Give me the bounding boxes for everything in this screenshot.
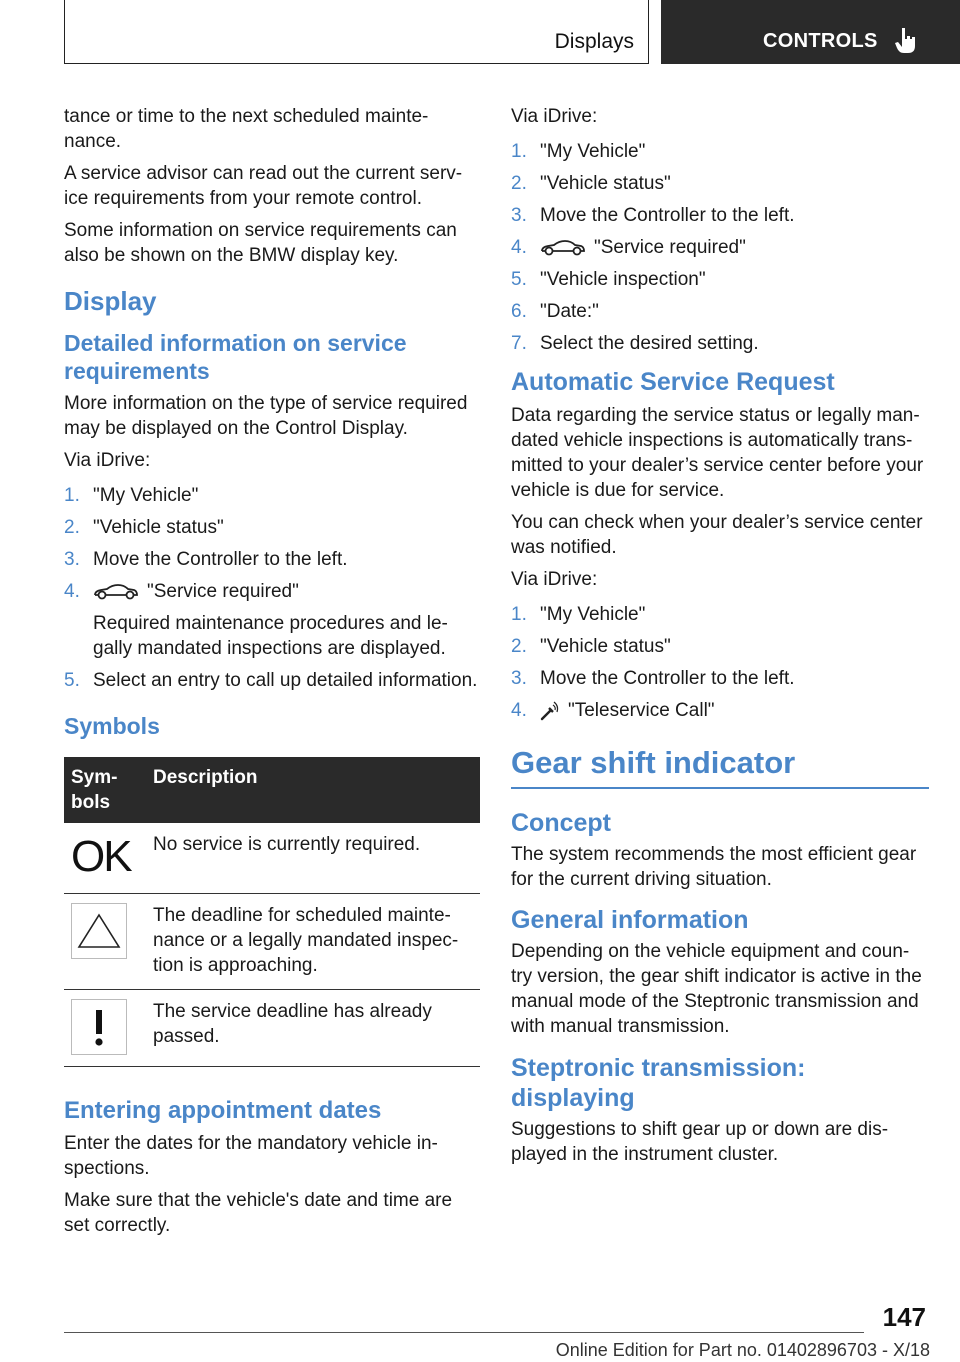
step-text: Move the Controller to the left. (540, 205, 795, 226)
header-section-tab (64, 0, 649, 64)
list-item (64, 579, 482, 661)
steptronic-text: Suggestions to shift gear up or down are dis-played in the instrument cluster. (511, 1119, 889, 1165)
header-section-title: Displays (554, 30, 634, 53)
list-item (511, 139, 929, 164)
general-information-heading: General information (511, 906, 749, 934)
header-chapter-title: CONTROLS (763, 30, 878, 52)
step-number: 1. (511, 141, 527, 162)
car-icon (93, 583, 139, 601)
right-steps-list-1 (511, 139, 929, 356)
list-item (511, 331, 929, 356)
table-row (64, 894, 480, 990)
step-number: 7. (511, 333, 527, 354)
right-steps-list-2 (511, 602, 929, 723)
step-number: 3. (64, 549, 80, 570)
list-item (511, 299, 929, 324)
step-text: "Service required" (147, 581, 299, 602)
list-item (511, 171, 929, 196)
step-text: "My Vehicle" (540, 141, 646, 162)
step-text: "Vehicle inspection" (540, 269, 706, 290)
steptronic-heading: Steptronic transmission: displaying (511, 1054, 806, 1112)
auto-text-2: You can check when your dealer’s service center was notified. (511, 512, 923, 558)
list-item (511, 634, 929, 659)
step-number: 1. (64, 485, 80, 506)
table-header-description: Description (146, 757, 480, 823)
list-item (511, 698, 929, 723)
step-text: Move the Controller to the left. (540, 668, 795, 689)
gear-shift-indicator-heading: Gear shift indicator (511, 745, 929, 789)
wrench-signal-icon (540, 701, 560, 721)
display-heading: Display (64, 286, 157, 316)
step-number: 2. (511, 636, 527, 657)
step-text: Select an entry to call up detailed information. (93, 670, 478, 691)
list-item (511, 666, 929, 691)
step-number: 4. (511, 237, 527, 258)
entering-text-1: Enter the dates for the mandatory vehicle in-spections. (64, 1133, 438, 1179)
step-text: "Vehicle status" (93, 517, 224, 538)
symbols-table (64, 757, 480, 1067)
list-item (511, 203, 929, 228)
step-text: "Vehicle status" (540, 173, 671, 194)
automatic-service-request-heading: Automatic Service Request (511, 368, 835, 396)
concept-heading: Concept (511, 809, 611, 837)
step-text: "My Vehicle" (93, 485, 199, 506)
step-number: 4. (64, 581, 80, 602)
step-text: "Vehicle status" (540, 636, 671, 657)
step-text: Select the desired setting. (540, 333, 759, 354)
step-number: 1. (511, 604, 527, 625)
detail-text: More information on the type of service required may be displayed on the Control Display. (64, 393, 468, 439)
left-column (64, 104, 482, 1245)
page-number: 147 (882, 1302, 926, 1332)
symbols-heading: Symbols (64, 713, 160, 739)
pointing-hand-icon (893, 26, 919, 56)
table-header-row (64, 757, 480, 823)
list-item (511, 602, 929, 627)
footer-divider (64, 1332, 864, 1333)
exclamation-icon (71, 999, 127, 1055)
general-information-text: Depending on the vehicle equipment and coun-try version, the gear shift indicator is active in the manual mode of the Steptronic transmission and with manual transmission. (511, 941, 922, 1037)
via-idrive-label: Via iDrive: (511, 569, 598, 590)
list-item (64, 515, 482, 540)
step-text: "Teleservice Call" (568, 700, 715, 721)
description-cell: The deadline for scheduled mainte-nance or a legally mandated inspec-tion is approaching. (146, 894, 480, 990)
header-chapter-tab (661, 0, 960, 64)
car-icon (540, 239, 586, 257)
table-header-symbols: Sym-bols (64, 757, 146, 823)
description-cell: No service is currently required. (146, 823, 480, 894)
symbol-cell (64, 894, 146, 990)
step-number: 4. (511, 700, 527, 721)
ok-symbol: OK (71, 832, 131, 881)
footer-edition: Online Edition for Part no. 01402896703 - X/18 (555, 1340, 930, 1360)
step-number: 5. (511, 269, 527, 290)
warning-triangle-icon (71, 903, 127, 959)
left-steps-list (64, 483, 482, 693)
concept-text: The system recommends the most efficient gear for the current driving situation. (511, 844, 917, 890)
step-number: 3. (511, 668, 527, 689)
via-idrive-label: Via iDrive: (64, 450, 151, 471)
table-row (64, 823, 480, 894)
auto-text-1: Data regarding the service status or legally man-dated vehicle inspections is automatically trans-mitted to your dealer’s service center before your vehicle is due for service. (511, 405, 924, 501)
step-subtext: Required maintenance procedures and le-gally mandated inspections are displayed. (93, 613, 448, 659)
step-number: 2. (511, 173, 527, 194)
list-item (64, 483, 482, 508)
step-number: 6. (511, 301, 527, 322)
step-number: 5. (64, 670, 80, 691)
list-item (64, 547, 482, 572)
symbol-cell (64, 990, 146, 1067)
intro-paragraph-1: tance or time to the next scheduled mainte-nance. (64, 106, 429, 152)
step-number: 3. (511, 205, 527, 226)
step-text: "Service required" (594, 237, 746, 258)
symbol-cell (64, 823, 146, 894)
entering-appointment-heading: Entering appointment dates (64, 1097, 382, 1124)
step-number: 2. (64, 517, 80, 538)
right-column (511, 104, 929, 1174)
list-item (511, 267, 929, 292)
description-cell: The service deadline has already passed. (146, 990, 480, 1067)
list-item (511, 235, 929, 260)
table-row (64, 990, 480, 1067)
step-text: "Date:" (540, 301, 599, 322)
intro-paragraph-3: Some information on service requirements can also be shown on the BMW display key. (64, 220, 457, 266)
step-text: "My Vehicle" (540, 604, 646, 625)
step-text: Move the Controller to the left. (93, 549, 348, 570)
list-item (64, 668, 482, 693)
intro-paragraph-2: A service advisor can read out the current serv-ice requirements from your remote control. (64, 163, 463, 209)
via-idrive-label: Via iDrive: (511, 106, 598, 127)
detail-heading: Detailed information on service requirements (64, 330, 407, 384)
entering-text-2: Make sure that the vehicle's date and time are set correctly. (64, 1190, 453, 1236)
